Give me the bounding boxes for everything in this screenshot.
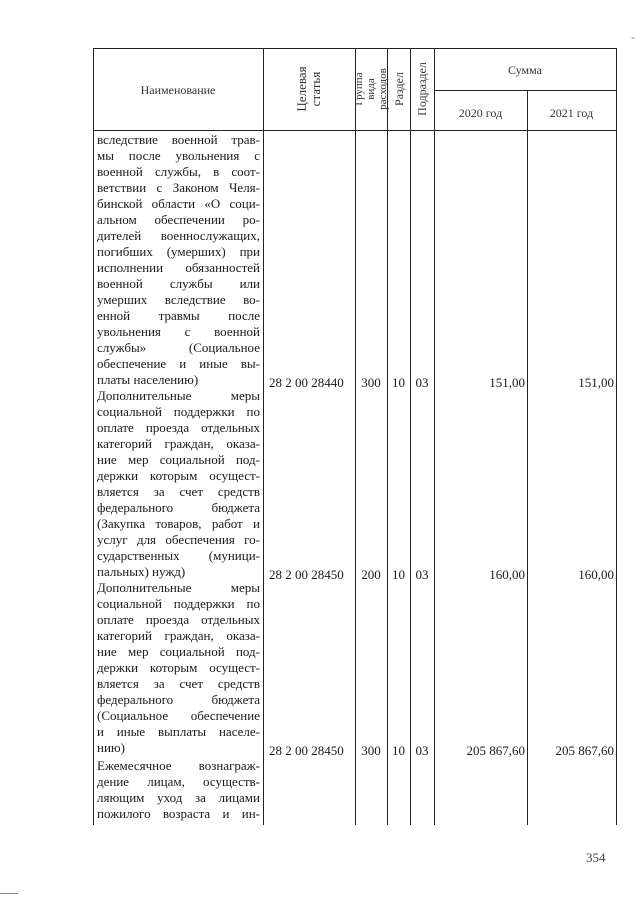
row-3-subsection: 03 bbox=[415, 743, 429, 758]
name-line: ляющим уход за лицами bbox=[97, 790, 260, 805]
name-line: (Закупка товаров, работ и bbox=[97, 516, 260, 531]
header-year-2020: 2020 год bbox=[458, 106, 503, 120]
name-line: вляется за счет средств bbox=[97, 676, 260, 691]
name-line: увольнения с военной bbox=[97, 324, 260, 339]
row-1-subsection: 03 bbox=[415, 375, 429, 390]
header-expense-group: Группа вида расходов bbox=[353, 68, 390, 110]
name-line: Дополнительные меры bbox=[97, 580, 260, 595]
name-line: социальной поддержки по bbox=[97, 596, 260, 611]
header-subsection: Подраздел bbox=[415, 62, 430, 116]
name-line: федерального бюджета bbox=[97, 692, 260, 707]
name-line: вследствие военной трав- bbox=[97, 132, 260, 147]
scan-corner-mark bbox=[0, 893, 18, 894]
row-1-group: 300 bbox=[361, 375, 381, 390]
name-line: сударственных (муници- bbox=[97, 548, 260, 563]
name-line: дение лицам, осуществ- bbox=[97, 774, 260, 789]
header-subsection-cell bbox=[410, 48, 434, 130]
name-line: исполнении обязанностей bbox=[97, 260, 260, 275]
name-line: ние мер социальной под- bbox=[97, 452, 260, 467]
row-1-section: 10 bbox=[392, 375, 405, 390]
row-3-group: 300 bbox=[361, 743, 381, 758]
sum-year-divider bbox=[434, 90, 616, 91]
scan-edge-mark: - bbox=[631, 30, 635, 44]
name-line: мы после увольнения с bbox=[97, 148, 260, 163]
name-line: оплате проезда отдельных bbox=[97, 612, 260, 627]
row-2-section: 10 bbox=[392, 567, 405, 582]
row-2-group: 200 bbox=[361, 567, 381, 582]
name-line: пожилого возраста и ин- bbox=[97, 806, 260, 821]
name-line: услуг для обеспечения го- bbox=[97, 532, 260, 547]
name-line: платы населению) bbox=[97, 372, 199, 387]
header-expense-group-cell bbox=[353, 48, 390, 130]
name-line: военной службы или bbox=[97, 276, 260, 291]
name-line: Ежемесячное вознаграж- bbox=[97, 758, 260, 773]
row-2-sum-2020: 160,00 bbox=[489, 567, 525, 582]
col-divider-subsection bbox=[434, 48, 435, 825]
row-2-code: 28 2 00 28450 bbox=[269, 567, 344, 582]
header-target-article: Целевая статья bbox=[294, 66, 323, 112]
name-line: Дополнительные меры bbox=[97, 388, 260, 403]
name-line: вляется за счет средств bbox=[97, 484, 260, 499]
name-line: социальной поддержки по bbox=[97, 404, 260, 419]
row-3-sum-2020: 205 867,60 bbox=[466, 743, 525, 758]
header-year-2021: 2021 год bbox=[549, 106, 594, 120]
header-section-cell bbox=[387, 48, 410, 130]
col-divider-group bbox=[387, 48, 388, 825]
page-number: 354 bbox=[586, 850, 606, 865]
name-line: держки которым осущест- bbox=[97, 468, 260, 483]
name-line: дителей военнослужащих, bbox=[97, 228, 260, 243]
name-line: службы» (Социальное bbox=[97, 340, 260, 355]
row-2-sum-2021: 160,00 bbox=[578, 567, 614, 582]
name-line: держки которым осущест- bbox=[97, 660, 260, 675]
header-section: Раздел bbox=[391, 72, 406, 106]
name-line: погибших (умерших) при bbox=[97, 244, 260, 259]
name-line: оплате проезда отдельных bbox=[97, 420, 260, 435]
name-line: федерального бюджета bbox=[97, 500, 260, 515]
name-line: ние мер социальной под- bbox=[97, 644, 260, 659]
row-2-subsection: 03 bbox=[415, 567, 429, 582]
col-divider-years bbox=[527, 90, 528, 825]
row-1-sum-2020: 151,00 bbox=[489, 375, 525, 390]
name-line: обеспечение и иные вы- bbox=[97, 356, 260, 371]
name-line: пальных) нужд) bbox=[97, 564, 186, 579]
header-bottom-line bbox=[93, 130, 616, 131]
name-line: нию) bbox=[97, 740, 125, 755]
name-line: военной службы, в соот- bbox=[97, 164, 260, 179]
row-1-code: 28 2 00 28440 bbox=[269, 375, 344, 390]
name-line: енной травмы после bbox=[97, 308, 260, 323]
name-line: категорий граждан, оказа- bbox=[97, 628, 260, 643]
name-line: (Социальное обеспечение bbox=[97, 708, 260, 723]
row-3-section: 10 bbox=[392, 743, 405, 758]
name-line: умерших вследствие во- bbox=[97, 292, 260, 307]
table-border-left bbox=[93, 48, 94, 825]
header-sum: Сумма bbox=[508, 63, 542, 77]
row-1-sum-2021: 151,00 bbox=[578, 375, 614, 390]
col-divider-name bbox=[263, 48, 264, 825]
row-3-code: 28 2 00 28450 bbox=[269, 743, 344, 758]
name-line: ветствии с Законом Челя- bbox=[97, 180, 260, 195]
header-target-article-cell bbox=[263, 48, 355, 130]
header-name: Наименование bbox=[140, 83, 216, 97]
name-line: бинской области «О соци- bbox=[97, 196, 260, 211]
table-border-right bbox=[616, 48, 617, 825]
name-line: альном обеспечении ро- bbox=[97, 212, 260, 227]
name-line: категорий граждан, оказа- bbox=[97, 436, 260, 451]
name-line: и иные выплаты населе- bbox=[97, 724, 260, 739]
col-divider-section bbox=[410, 48, 411, 825]
col-divider-code bbox=[355, 48, 356, 825]
row-3-sum-2021: 205 867,60 bbox=[555, 743, 614, 758]
